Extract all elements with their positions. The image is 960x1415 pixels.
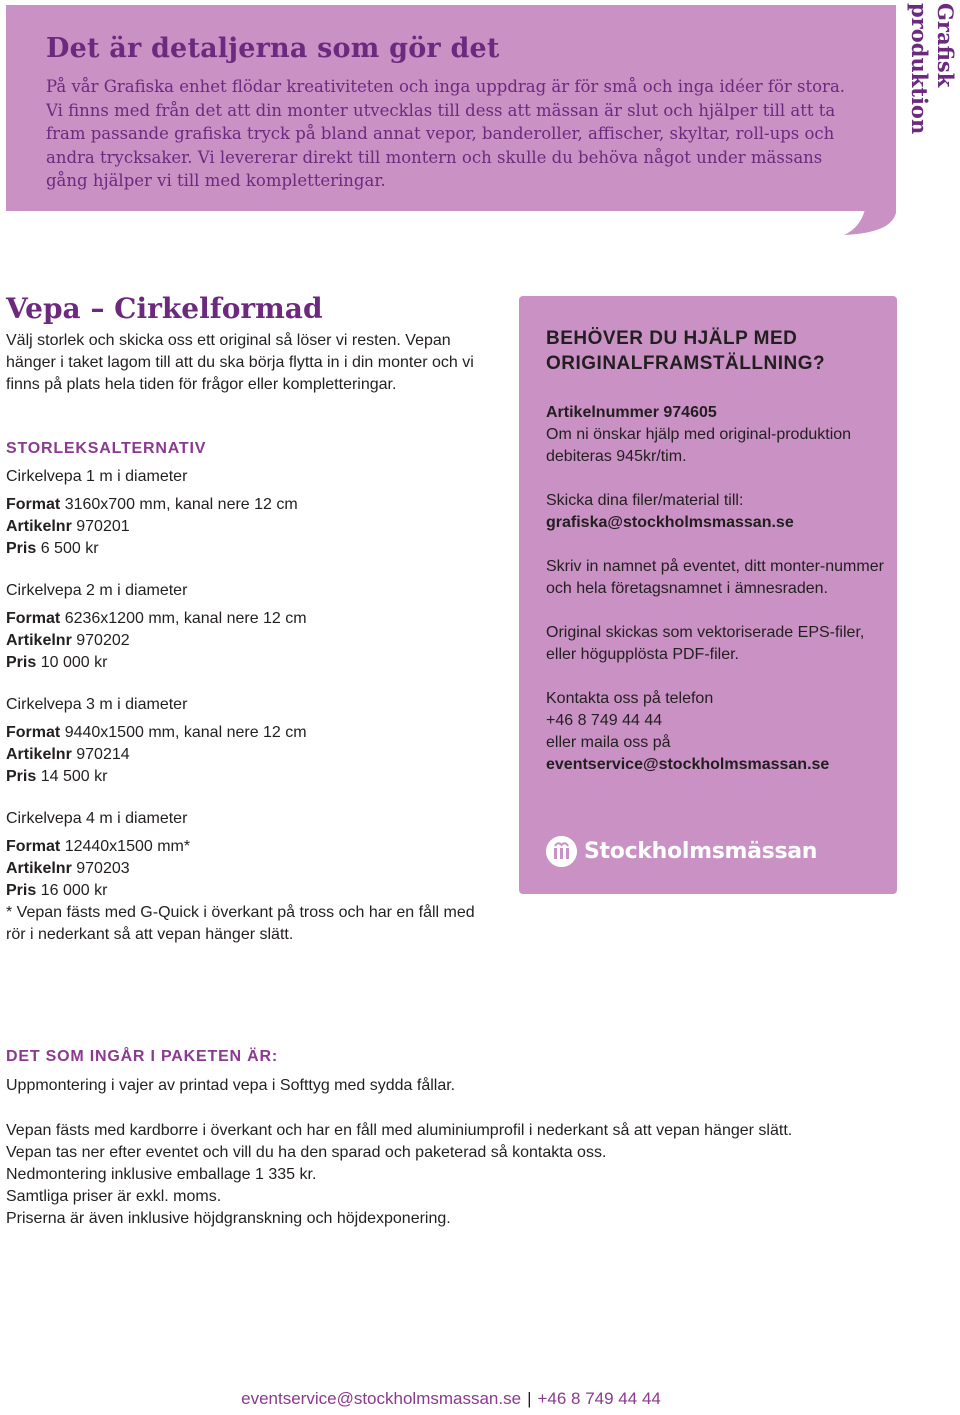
logo-mark-icon [546, 836, 577, 867]
product-title: Vepa – Cirkelformad [6, 292, 323, 325]
size-article: Artikelnr 970202 [6, 632, 130, 649]
stockholmsmassan-logo [546, 836, 817, 867]
help-send-text: Skicka dina filer/material till: [546, 492, 744, 509]
size-name: Cirkelvepa 1 m i diameter [6, 468, 188, 485]
size-article: Artikelnr 970201 [6, 518, 130, 535]
page-footer [0, 1389, 902, 1409]
size-name: Cirkelvepa 4 m i diameter [6, 810, 188, 827]
size-name: Cirkelvepa 3 m i diameter [6, 696, 188, 713]
package-line: Vepan fästs med kardborre i överkant och har en fåll med aluminiumprofil i nederkant så att vepan hänger slätt. [6, 1122, 793, 1139]
section-side-label: Grafisk produktion [907, 3, 958, 135]
size-option [6, 466, 476, 560]
help-file-format: Original skickas som vektoriserade EPS-filer, eller högupplösta PDF-filer. [546, 624, 865, 663]
package-line: Priserna är även inklusive höjdgranskning och höjdexponering. [6, 1210, 451, 1227]
help-send-email-link[interactable]: grafiska@stockholmsmassan.se [546, 514, 794, 531]
logo-text: Stockholmsmässan [584, 839, 818, 864]
size-option [6, 808, 476, 946]
package-section [6, 1048, 906, 1230]
size-format: Format 6236x1200 mm, kanal nere 12 cm [6, 610, 307, 627]
help-contact-line: eller maila oss på [546, 734, 671, 751]
help-subject-instructions: Skriv in namnet på eventet, ditt monter-nummer och hela företagsnamnet i ämnesraden. [546, 558, 884, 597]
size-name: Cirkelvepa 2 m i diameter [6, 582, 188, 599]
package-line: Uppmontering i vajer av printad vepa i Softtyg med sydda fållar. [6, 1077, 456, 1094]
banner-title: Det är detaljerna som gör det [46, 33, 500, 64]
size-article: Artikelnr 970214 [6, 746, 130, 763]
package-line: Samtliga priser är exkl. moms. [6, 1188, 222, 1205]
help-box [519, 296, 897, 894]
sizes-heading: STORLEKSALTERNATIV [6, 440, 207, 457]
size-article: Artikelnr 970203 [6, 860, 130, 877]
size-footnote: * Vepan fästs med G-Quick i överkant på tross och har en fåll med rör i nederkant så att vepan hänger slätt. [6, 904, 475, 943]
size-price: Pris 6 500 kr [6, 540, 99, 557]
help-article-number: Artikelnummer 974605 [546, 404, 717, 421]
banner-text: På vår Grafiska enhet flödar kreativiteten och inga uppdrag är för små och inga idéer för stora. Vi finns med från det att din monter utvecklas till dess att mässan är slut och hjälper till att ta fram passande grafiska tryck på bland annat vepor, banderoller, affischer, skyltar, roll-ups och andra trycksaker. Vi levererar direkt till montern och skulle du behöva något under mässans gång hjälper vi till med kompletteringar. [46, 77, 846, 190]
intro-banner [6, 5, 896, 211]
help-contact-line: Kontakta oss på telefon [546, 690, 714, 707]
help-contact-phone[interactable]: +46 8 749 44 44 [546, 712, 663, 729]
size-format: Format 3160x700 mm, kanal nere 12 cm [6, 496, 298, 513]
footer-separator: | [527, 1389, 532, 1408]
size-price: Pris 16 000 kr [6, 882, 108, 899]
size-option [6, 580, 476, 674]
package-line: Vepan tas ner efter eventet och vill du ha den sparad och paketerad så kontakta oss. [6, 1144, 607, 1161]
footer-phone[interactable]: +46 8 749 44 44 [537, 1389, 661, 1408]
size-format: Format 12440x1500 mm* [6, 838, 191, 855]
size-price: Pris 14 500 kr [6, 768, 108, 785]
package-heading: DET SOM INGÅR I PAKETEN ÄR: [6, 1048, 278, 1065]
help-heading: BEHÖVER DU HJÄLP MED ORIGINALFRAMSTÄLLNING? [546, 328, 826, 374]
speech-bubble-tail [836, 205, 896, 239]
help-article-text: Om ni önskar hjälp med original-produktion debiteras 945kr/tim. [546, 426, 852, 465]
product-intro: Välj storlek och skicka oss ett original så löser vi resten. Vepan hänger i taket lagom till att du ska börja flytta in i din monter och vi finns på plats hela tiden för frågor eller kompletteringar. [6, 332, 474, 393]
size-option [6, 694, 476, 788]
package-line: Nedmontering inklusive emballage 1 335 kr. [6, 1166, 317, 1183]
footer-email-link[interactable]: eventservice@stockholmsmassan.se [241, 1389, 522, 1408]
product-section [6, 292, 476, 946]
size-price: Pris 10 000 kr [6, 654, 108, 671]
help-contact-email-link[interactable]: eventservice@stockholmsmassan.se [546, 756, 830, 773]
size-format: Format 9440x1500 mm, kanal nere 12 cm [6, 724, 307, 741]
